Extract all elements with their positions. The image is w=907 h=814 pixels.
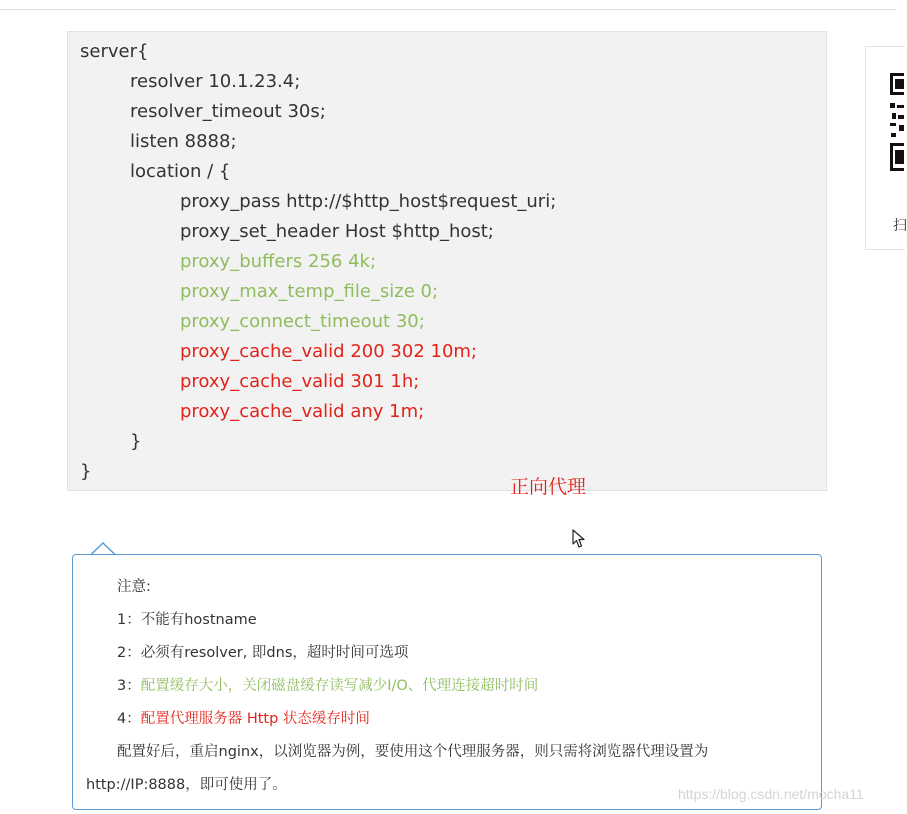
code-line: resolver_timeout 30s;: [130, 101, 326, 122]
forward-proxy-label: 正向代理: [510, 476, 587, 498]
side-card: [865, 46, 905, 250]
code-line-buffer: proxy_connect_timeout 30;: [180, 311, 425, 332]
note-title: 注意:: [117, 579, 151, 595]
code-line: location / {: [130, 161, 231, 182]
note-item-3-text: 配置缓存大小，关闭磁盘缓存读写减少I/O、代理连接超时时间: [140, 678, 539, 694]
note-item-2: 2：必须有resolver, 即dns，超时时间可选项: [117, 645, 409, 661]
code-block: [67, 31, 827, 491]
note-item-3-number: 3：: [117, 678, 141, 694]
code-line: listen 8888;: [130, 131, 237, 152]
code-line-buffer: proxy_max_temp_file_size 0;: [180, 281, 439, 302]
watermark: https://blog.csdn.net/mocha11: [678, 786, 864, 802]
note-paragraph-continued: http://IP:8888，即可使用了。: [86, 777, 287, 793]
code-line-cache: proxy_cache_valid any 1m;: [180, 401, 425, 422]
note-paragraph: 配置好后，重启nginx，以浏览器为例，要使用这个代理服务器，则只需将浏览器代理设置为: [117, 744, 709, 760]
code-line: proxy_set_header Host $http_host;: [180, 221, 494, 242]
code-line: }: [80, 461, 92, 482]
code-line-cache: proxy_cache_valid 200 302 10m;: [180, 341, 477, 362]
code-line: proxy_pass http://$http_host$request_uri;: [180, 191, 557, 212]
note-item-3: [117, 674, 538, 695]
side-card-label: 扫: [893, 218, 907, 234]
code-line-cache: proxy_cache_valid 301 1h;: [180, 371, 420, 392]
qr-code-icon: [890, 73, 904, 171]
note-item-4: [117, 707, 370, 728]
code-line: resolver 10.1.23.4;: [130, 71, 301, 92]
note-box: [72, 554, 822, 810]
note-item-4-text: 配置代理服务器 Http 状态缓存时间: [140, 711, 370, 727]
code-line: server{: [80, 41, 149, 62]
top-divider: [0, 9, 896, 10]
code-line: }: [130, 431, 142, 452]
mouse-pointer-icon: [572, 529, 586, 549]
note-item-4-number: 4：: [117, 711, 141, 727]
note-item-1: 1：不能有hostname: [117, 612, 257, 628]
code-line-buffer: proxy_buffers 256 4k;: [180, 251, 377, 272]
